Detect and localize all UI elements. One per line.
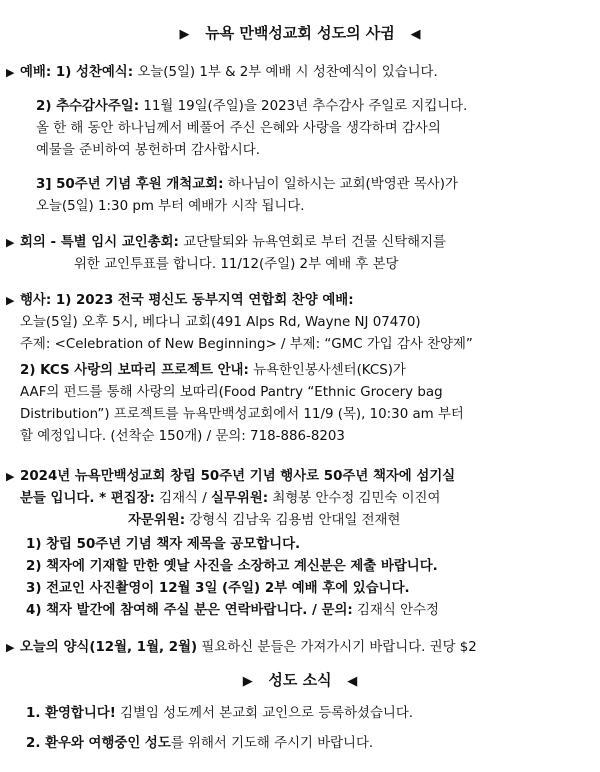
thanksgiving-line3: 예물을 준비하여 봉헌하며 감사합시다. (36, 143, 260, 158)
anniversary-church-line1: 하나님이 일하시는 교회(박영관 목사)가 (223, 177, 458, 192)
kcs-line3: Distribution”) 프로젝트를 뉴욕만백성교회에서 11/9 (목), 10:30 am 부터 (20, 407, 464, 422)
kcs-line2: AAF의 펀드를 통해 사랑의 보따리(Food Pantry “Ethnic Grocery bag (20, 385, 443, 400)
left-triangle-icon: ◀ (410, 27, 421, 42)
anniversary-section (6, 466, 590, 532)
worship-label: 예배: 1) 성찬예식: (20, 65, 134, 80)
anniversary-church-item (36, 174, 590, 218)
worship-text: 오늘(5일) 1부 & 2부 예배 시 성찬예식이 있습니다. (133, 65, 438, 80)
kcs-line1: 뉴욕한인봉사센터(KCS)가 (248, 363, 406, 378)
thanksgiving-line2: 올 한 해 동안 하나님께서 베풀어 주신 은혜와 사랑을 생각하며 감사의 (36, 121, 441, 136)
meeting-line2: 위한 교인투표를 합니다. 11/12(주일) 2부 예배 후 본당 (74, 257, 399, 272)
editor-label: 분들 입니다. * 편집장: (20, 491, 155, 506)
right-triangle-icon: ▶ (179, 27, 190, 42)
list-item: 2) 책자에 기재할 만한 옛날 사진을 소장하고 계신분은 제출 바랍니다. (26, 559, 438, 574)
advisor-label: 자문위원: (128, 513, 186, 528)
thanksgiving-item (36, 96, 590, 162)
anniversary-church-line2: 오늘(5일) 1:30 pm 부터 예배가 시작 됩니다. (36, 199, 305, 214)
news-text: 를 위해서 기도해 주시기 바랍니다. (170, 736, 374, 751)
news-item (26, 733, 590, 755)
bullet-icon: ▶ (6, 66, 15, 79)
list-item: 3) 전교인 사진촬영이 12월 3일 (주일) 2부 예배 후에 있습니다. (26, 581, 410, 596)
contact-names: 김재식 안수정 (352, 603, 439, 618)
anniversary-list (26, 534, 590, 622)
bullet-icon: ▶ (6, 236, 15, 249)
kcs-label: 2) KCS 사랑의 보따리 프로젝트 안내: (20, 363, 249, 378)
right-triangle-icon: ▶ (242, 674, 253, 689)
news-item (26, 703, 590, 725)
events-section (6, 290, 590, 356)
left-triangle-icon: ◀ (347, 674, 358, 689)
devotional-label: 오늘의 양식(12월, 1월, 2월) (20, 640, 198, 655)
bullet-icon: ▶ (6, 470, 15, 483)
anniversary-church-label: 3] 50주년 기념 후원 개척교회: (36, 177, 224, 192)
events-line1: 오늘(5일) 오후 5시, 베다니 교회(491 Alps Rd, Wayne NJ 07470) (20, 315, 421, 330)
news-label: 1. 환영합니다! (26, 706, 116, 721)
section-heading-news (0, 669, 600, 693)
list-item: 1) 창립 50주년 기념 책자 제목을 공모합니다. (26, 537, 301, 552)
news-title: 성도 소식 (268, 671, 332, 689)
devotional-text: 필요하신 분들은 가져가시기 바랍니다. 권당 $2 (197, 640, 477, 655)
meeting-label: 회의 - 특별 임시 교인총회: (20, 235, 179, 250)
list-item: 4) 책자 발간에 참여해 주실 분은 연락바랍니다. / 문의: (26, 603, 353, 618)
kcs-line4: 할 예정입니다. (선착순 150개) / 문의: 718-886-8203 (20, 429, 345, 444)
thanksgiving-label: 2) 추수감사주일: (36, 99, 140, 114)
bullet-icon: ▶ (6, 294, 15, 307)
events-line2: 주제: <Celebration of New Beginning> / 부제: “GMC 가입 감사 찬양제” (20, 337, 473, 352)
section-heading-fellowship (0, 22, 600, 46)
news-label: 2. 환우와 여행중인 성도 (26, 736, 171, 751)
news-text: 김별임 성도께서 본교회 교인으로 등록하셨습니다. (115, 706, 414, 721)
bullet-icon: ▶ (6, 641, 15, 654)
news-list (26, 703, 590, 755)
meeting-line1: 교단탈퇴와 뉴욕연회로 부터 건물 신탁해지를 (178, 235, 446, 250)
page-title: 뉴욕 만백성교회 성도의 사귐 (205, 24, 395, 42)
thanksgiving-line1: 11월 19일(주일)을 2023년 추수감사 주일로 지킵니다. (139, 99, 468, 114)
editor-names: 김재식 / (154, 491, 212, 506)
meeting-section (6, 232, 590, 276)
events-label: 행사: 1) 2023 전국 평신도 동부지역 연합회 찬양 예배: (20, 293, 354, 308)
staff-names: 최형봉 안수정 김민숙 이진여 (268, 491, 441, 506)
staff-label: 실무위원: (211, 491, 269, 506)
advisor-names: 강형식 김남욱 김용범 안대일 전재현 (185, 513, 401, 528)
devotional-section (6, 637, 590, 659)
kcs-item (20, 360, 590, 448)
anniversary-line1: 2024년 뉴욕만백성교회 창립 50주년 기념 행사로 50주년 책자에 섬기실 (20, 469, 456, 484)
worship-section (6, 62, 590, 84)
